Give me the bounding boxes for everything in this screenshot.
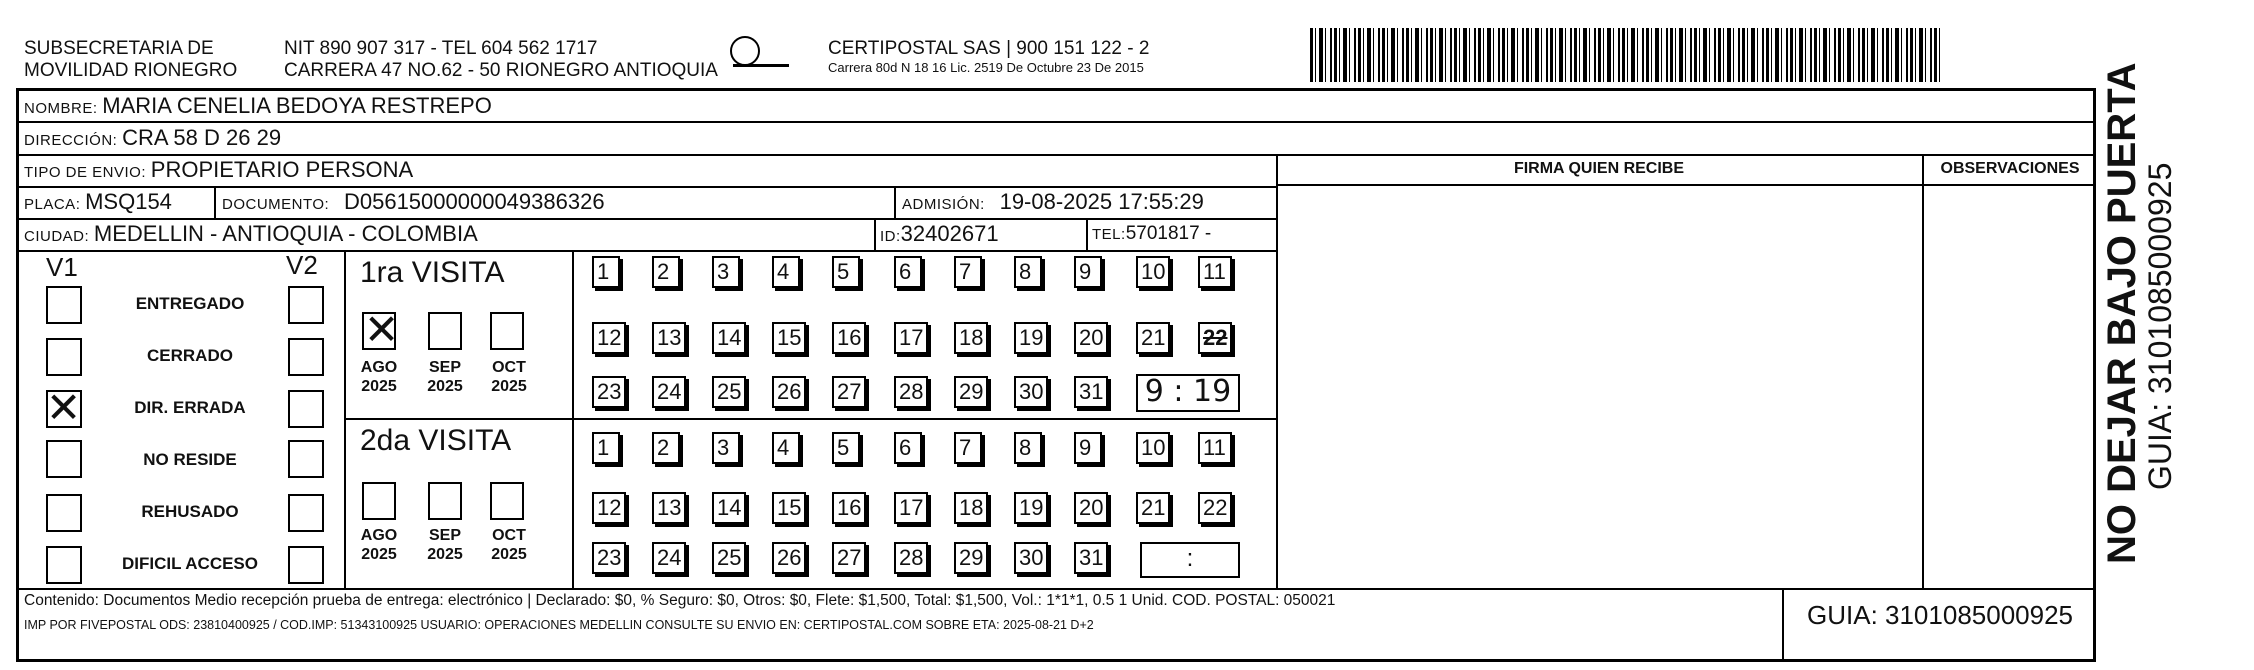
v2-entregado-checkbox[interactable] (288, 286, 324, 324)
v2-no-reside-checkbox[interactable] (288, 440, 324, 478)
placa-divider (214, 188, 216, 218)
second-day-22[interactable]: 22 (1198, 492, 1232, 524)
first-time-box[interactable] (1136, 374, 1240, 412)
second-day-8[interactable]: 8 (1014, 432, 1042, 464)
first-time-value: 9 : 19 (1144, 374, 1232, 409)
second-day-16[interactable]: 16 (832, 492, 866, 524)
year-label: 2025 (491, 378, 527, 395)
first-day-19[interactable]: 19 (1014, 322, 1048, 354)
first-day-20[interactable]: 20 (1074, 322, 1108, 354)
status-dificil-acceso: DIFICIL ACCESO (121, 554, 258, 573)
second-day-10[interactable]: 10 (1136, 432, 1170, 464)
tipo-value: PROPIETARIO PERSONA (150, 157, 414, 182)
first-day-5[interactable]: 5 (832, 256, 860, 288)
year-label: 2025 (491, 546, 527, 563)
month-label: SEP (428, 359, 461, 376)
second-day-15[interactable]: 15 (772, 492, 806, 524)
first-oct-checkbox[interactable] (490, 312, 524, 350)
second-day-20[interactable]: 20 (1074, 492, 1108, 524)
month-label: SEP (428, 527, 461, 544)
first-day-4[interactable]: 4 (772, 256, 800, 288)
first-day-22[interactable]: 22 (1198, 322, 1232, 354)
v1-rehusado-checkbox[interactable] (46, 494, 82, 532)
second-time-box[interactable] (1140, 542, 1240, 578)
second-sep-checkbox[interactable] (428, 482, 462, 520)
second-day-19[interactable]: 19 (1014, 492, 1048, 524)
courier-block (828, 38, 1149, 76)
first-day-6[interactable]: 6 (894, 256, 922, 288)
status-cerrado: CERRADO (147, 346, 233, 365)
side-guia: GUIA: 3101085000925 (2142, 162, 2178, 490)
direccion-label: DIRECCIÓN: (24, 132, 118, 149)
second-day-2[interactable]: 2 (652, 432, 680, 464)
second-day-7[interactable]: 7 (954, 432, 982, 464)
first-sep-checkbox[interactable] (428, 312, 462, 350)
first-month-ago (354, 358, 404, 396)
tipo-label: TIPO DE ENVIO: (24, 164, 147, 181)
v2-rehusado-checkbox[interactable] (288, 494, 324, 532)
second-day-23[interactable]: 23 (592, 542, 626, 574)
logo-icon (730, 36, 760, 66)
footer-imp: IMP POR FIVEPOSTAL ODS: 23810400925 / COD.IMP: 51343100925 USUARIO: OPERACIONES MEDELLIN CONSULTE SU ENVIO EN: CERTIPOSTAL.COM SOBRE ETA: 2025-08-21 D+2 (24, 618, 1094, 632)
second-day-28[interactable]: 28 (894, 542, 928, 574)
documento-label: DOCUMENTO: (222, 196, 330, 213)
ciudad-value: MEDELLIN - ANTIOQUIA - COLOMBIA (93, 221, 478, 246)
second-day-30[interactable]: 30 (1014, 542, 1048, 574)
courier-line1: CERTIPOSTAL SAS | 900 151 122 - 2 (828, 38, 1150, 59)
observaciones-area[interactable] (1934, 200, 2084, 580)
status-rehusado: REHUSADO (141, 502, 239, 521)
documento-row (222, 188, 605, 219)
firma-header: FIRMA QUIEN RECIBE (1513, 160, 1685, 177)
courier-line2: Carrera 80d N 18 16 Lic. 2519 De Octubre 23 De 2015 (828, 60, 1144, 75)
direccion-value: CRA 58 D 26 29 (122, 125, 282, 150)
second-day-11[interactable]: 11 (1198, 432, 1232, 464)
tel-divider (1086, 220, 1088, 250)
second-day-13[interactable]: 13 (652, 492, 686, 524)
status-dir-errada: DIR. ERRADA (134, 398, 246, 417)
id-divider (874, 220, 876, 250)
status-entregado: ENTREGADO (135, 294, 245, 313)
second-day-5[interactable]: 5 (832, 432, 860, 464)
first-day-13[interactable]: 13 (652, 322, 686, 354)
col-line (1922, 154, 1924, 588)
second-day-17[interactable]: 17 (894, 492, 928, 524)
year-label: 2025 (361, 378, 397, 395)
nombre-row (24, 92, 492, 123)
second-month-sep (420, 526, 470, 564)
v1-entregado-checkbox[interactable] (46, 286, 82, 324)
first-day-8[interactable]: 8 (1014, 256, 1042, 288)
admision-divider (894, 188, 896, 218)
first-day-29[interactable]: 29 (954, 376, 988, 408)
tel-row (1092, 220, 1211, 249)
v2-dificil-acceso-checkbox[interactable] (288, 546, 324, 584)
v2-header: V2 (286, 250, 318, 280)
admision-row (902, 188, 1204, 219)
first-day-18[interactable]: 18 (954, 322, 988, 354)
second-day-12[interactable]: 12 (592, 492, 626, 524)
first-day-27[interactable]: 27 (832, 376, 866, 408)
v1-dir-errada-checkbox[interactable] (46, 384, 82, 431)
visit-divider (344, 418, 1276, 420)
v2-dir-errada-checkbox[interactable] (288, 390, 324, 428)
checkmark-icon: ✕ (46, 384, 82, 431)
v1-header: V1 (46, 252, 78, 282)
status-no-reside: NO RESIDE (143, 450, 237, 469)
second-day-9[interactable]: 9 (1074, 432, 1102, 464)
first-day-14[interactable]: 14 (712, 322, 746, 354)
second-day-4[interactable]: 4 (772, 432, 800, 464)
first-day-23[interactable]: 23 (592, 376, 626, 408)
second-day-21[interactable]: 21 (1136, 492, 1170, 524)
nombre-label: NOMBRE: (24, 100, 98, 117)
second-month-ago (354, 526, 404, 564)
footer-contenido: Contenido: Documentos Medio recepción prueba de entrega: electrónico | Declarado: $0, % Seguro: $0, Otros: $0, Flete: $1,500, Total: $1,500, Vol.: 1*1*1, 0.5 1 Unid. COD. POSTAL: 050021 (24, 592, 1336, 609)
row-line (16, 588, 2096, 590)
year-label: 2025 (361, 546, 397, 563)
nit-line2: CARRERA 47 NO.62 - 50 RIONEGRO ANTIOQUIA (284, 60, 718, 81)
first-day-21[interactable]: 21 (1136, 322, 1170, 354)
first-day-28[interactable]: 28 (894, 376, 928, 408)
first-day-24[interactable]: 24 (652, 376, 686, 408)
col-header-line (1276, 184, 2096, 186)
checkmark-icon: ✕ (364, 306, 400, 353)
month-label: AGO (360, 527, 398, 544)
second-day-31[interactable]: 31 (1074, 542, 1108, 574)
ciudad-row (24, 220, 478, 251)
first-day-10[interactable]: 10 (1136, 256, 1170, 288)
tipo-row (24, 156, 413, 187)
admision-label: ADMISIÓN: (902, 196, 985, 213)
org-line2: MOVILIDAD RIONEGRO (24, 60, 238, 81)
second-visit-title: 2da VISITA (360, 424, 512, 457)
first-day-31[interactable]: 31 (1074, 376, 1108, 408)
second-time-value: : (1186, 545, 1194, 572)
first-day-1[interactable]: 1 (592, 256, 620, 288)
second-day-6[interactable]: 6 (894, 432, 922, 464)
observaciones-header: OBSERVACIONES (1940, 160, 2080, 177)
id-label: ID: (880, 228, 901, 245)
second-day-14[interactable]: 14 (712, 492, 746, 524)
v1-cerrado-checkbox[interactable] (46, 338, 82, 376)
first-month-sep (420, 358, 470, 396)
placa-label: PLACA: (24, 196, 81, 213)
second-day-29[interactable]: 29 (954, 542, 988, 574)
nit-block (284, 38, 718, 82)
first-day-7[interactable]: 7 (954, 256, 982, 288)
org-name (24, 38, 237, 82)
second-day-27[interactable]: 27 (832, 542, 866, 574)
first-month-oct (484, 358, 534, 396)
first-day-17[interactable]: 17 (894, 322, 928, 354)
first-day-26[interactable]: 26 (772, 376, 806, 408)
first-day-3[interactable]: 3 (712, 256, 740, 288)
first-day-11[interactable]: 11 (1198, 256, 1232, 288)
first-visit-title: 1ra VISITA (360, 256, 505, 289)
v1-dificil-acceso-checkbox[interactable] (46, 546, 82, 584)
first-day-9[interactable]: 9 (1074, 256, 1102, 288)
first-day-25[interactable]: 25 (712, 376, 746, 408)
second-day-25[interactable]: 25 (712, 542, 746, 574)
nombre-value: MARIA CENELIA BEDOYA RESTREPO (102, 93, 492, 118)
first-day-12[interactable]: 12 (592, 322, 626, 354)
year-label: 2025 (427, 378, 463, 395)
ciudad-label: CIUDAD: (24, 228, 90, 245)
second-day-1[interactable]: 1 (592, 432, 620, 464)
second-oct-checkbox[interactable] (490, 482, 524, 520)
second-day-26[interactable]: 26 (772, 542, 806, 574)
v1-no-reside-checkbox[interactable] (46, 440, 82, 478)
nit-line1: NIT 890 907 317 - TEL 604 562 1717 (284, 38, 598, 59)
v2-cerrado-checkbox[interactable] (288, 338, 324, 376)
year-label: 2025 (427, 546, 463, 563)
second-day-3[interactable]: 3 (712, 432, 740, 464)
second-day-24[interactable]: 24 (652, 542, 686, 574)
first-day-16[interactable]: 16 (832, 322, 866, 354)
id-value: 32402671 (900, 221, 999, 246)
first-day-30[interactable]: 30 (1014, 376, 1048, 408)
second-day-18[interactable]: 18 (954, 492, 988, 524)
month-label: OCT (492, 359, 526, 376)
first-ago-checkbox[interactable] (362, 306, 400, 353)
placa-row (24, 188, 172, 219)
col-line (1276, 154, 1278, 588)
first-day-15[interactable]: 15 (772, 322, 806, 354)
org-line1: SUBSECRETARIA DE (24, 38, 214, 59)
footer-guia: GUIA: 3101085000925 (1807, 600, 2073, 630)
month-label: OCT (492, 527, 526, 544)
tel-label: TEL: (1092, 226, 1126, 243)
barcode-icon (1310, 28, 1940, 82)
first-day-2[interactable]: 2 (652, 256, 680, 288)
no-dejar-label: NO DEJAR BAJO PUERTA (2100, 62, 2144, 564)
second-month-oct (484, 526, 534, 564)
month-label: AGO (360, 359, 398, 376)
tel-value: 5701817 - (1125, 223, 1212, 244)
id-row (880, 220, 999, 251)
logo-underline (733, 64, 789, 67)
signature-area[interactable] (1290, 200, 1910, 580)
direccion-row (24, 124, 281, 155)
admision-value: 19-08-2025 17:55:29 (999, 189, 1204, 214)
placa-value: MSQ154 (85, 189, 172, 214)
second-ago-checkbox[interactable] (362, 482, 396, 520)
documento-value: D05615000000049386326 (343, 189, 605, 214)
